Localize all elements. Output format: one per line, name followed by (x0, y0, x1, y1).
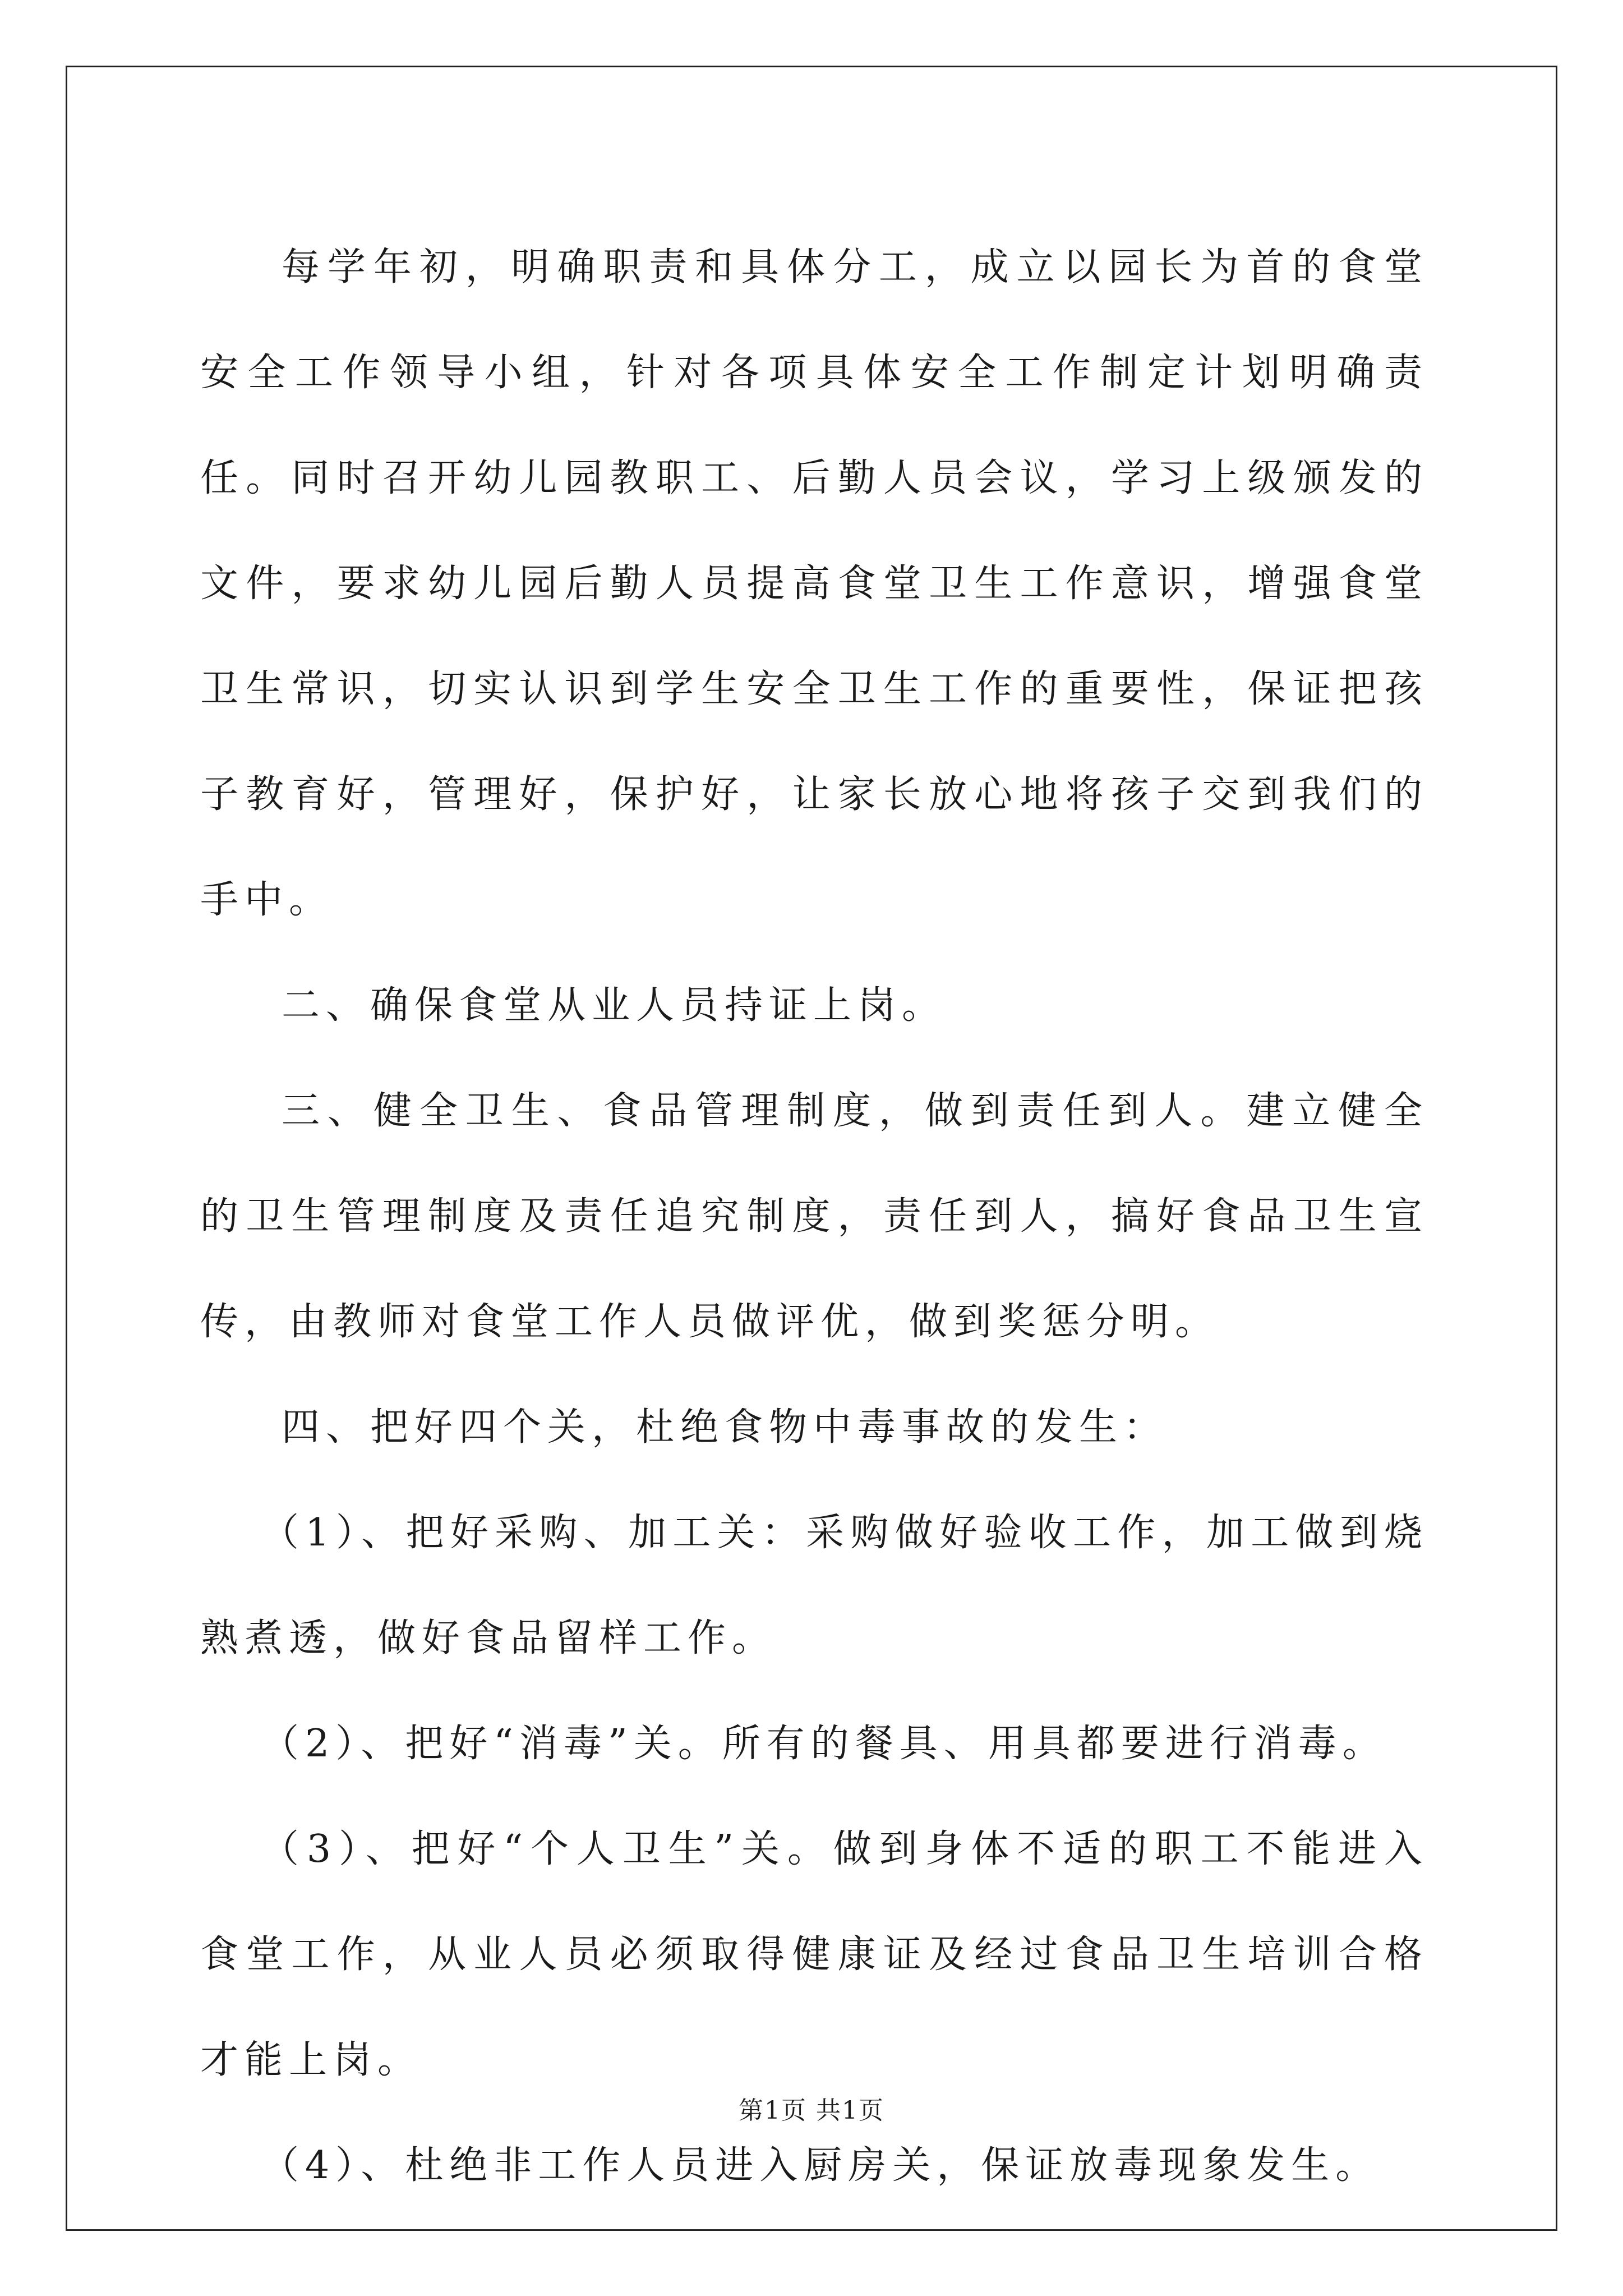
paragraph-item-1: （1）、把好采购、加工关：采购做好验收工作，加工做到烧熟煮透，做好食品留样工作。 (200, 1511, 1428, 1660)
paragraph-section-4: 四、把好四个关，杜绝食物中毒事故的发生： (282, 1405, 1168, 1450)
paragraph-section-2: 二、确保食堂从业人员持证上岗。 (282, 983, 947, 1028)
paragraph-intro: 每学年初，明确职责和具体分工，成立以园长为首的食堂安全工作领导小组，针对各项具体安全工作制定计划明确责任。同时召开幼儿园教职工、后勤人员会议，学习上级颁发的文件，要求幼儿园后勤人员提高食堂卫生工作意识，增强食堂卫生常识，切实认识到学生安全卫生工作的重要性，保证把孩子教育好，管理好，保护好，让家长放心地将孩子交到我们的手中。 (200, 245, 1428, 922)
paragraph-item-3: （3）、把好“个人卫生”关。做到身体不适的职工不能进入食堂工作，从业人员必须取得健康证及经过食品卫生培训合格才能上岗。 (200, 1827, 1428, 2082)
page-number-footer: 第1页 共1页 (739, 2096, 884, 2125)
paragraph-item-2: （2）、把好“消毒”关。所有的餐具、用具都要进行消毒。 (261, 1722, 1387, 1766)
document-body (200, 215, 1428, 2219)
paragraph-item-4: （4）、杜绝非工作人员进入厨房关，保证放毒现象发生。 (261, 2143, 1380, 2188)
paragraph-section-3: 三、健全卫生、食品管理制度，做到责任到人。建立健全的卫生管理制度及责任追究制度，责任到人，搞好食品卫生宣传，由教师对食堂工作人员做评优，做到奖惩分明。 (200, 1089, 1428, 1344)
